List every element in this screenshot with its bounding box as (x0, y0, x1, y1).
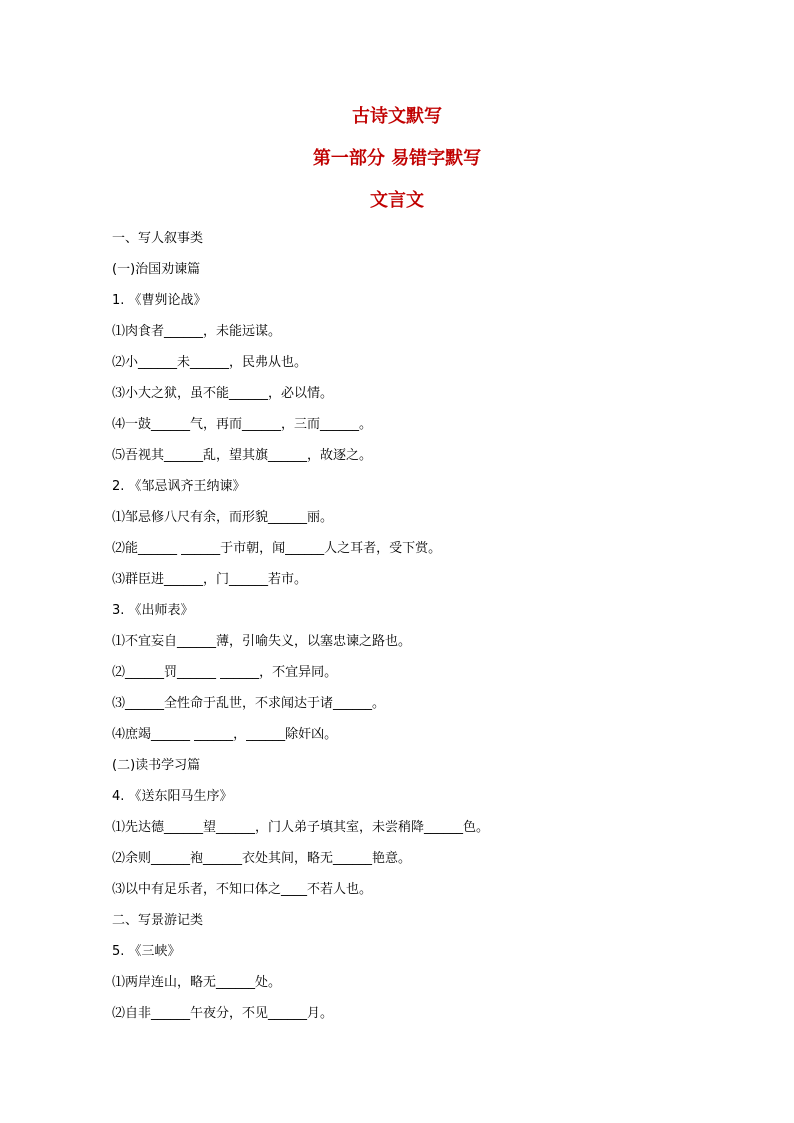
exercise-line: ⑴肉食者______，未能远谋。 (112, 324, 282, 339)
subcategory-heading: (二)读书学习篇 (112, 758, 201, 773)
text-heading: 5. 《三峡》 (112, 944, 181, 959)
text-heading: 1. 《曹刿论战》 (112, 293, 207, 308)
exercise-list (112, 228, 752, 1034)
exercise-line: ⑶小大之狱，虽不能______，必以情。 (112, 386, 334, 401)
category-heading: 一、写人叙事类 (112, 231, 204, 246)
exercise-line: ⑵______罚______ ______，不宜异同。 (112, 665, 338, 680)
exercise-line: ⑶以中有足乐者，不知口体之____不若人也。 (112, 882, 373, 897)
exercise-line: ⑵小______未______，民弗从也。 (112, 355, 308, 370)
text-heading: 4. 《送东阳马生序》 (112, 789, 233, 804)
exercise-line: ⑴两岸连山，略无______处。 (112, 975, 282, 990)
exercise-line: ⑷一鼓______气，再而______，三而______。 (112, 417, 373, 432)
main-title: 古诗文默写 (352, 106, 442, 127)
exercise-line: ⑶______全性命于乱世，不求闻达于诸______。 (112, 696, 386, 711)
section-title: 文言文 (370, 190, 424, 211)
exercise-line: ⑷庶竭______ ______，______除奸凶。 (112, 727, 338, 742)
exercise-line: ⑶群臣进______，门______若市。 (112, 572, 308, 587)
exercise-line: ⑴先达德______望______，门人弟子填其室，未尝稍降______色。 (112, 820, 490, 835)
exercise-line: ⑵自非______午夜分，不见______月。 (112, 1006, 334, 1021)
part-title: 第一部分 易错字默写 (312, 148, 482, 169)
text-heading: 2. 《邹忌讽齐王纳谏》 (112, 479, 246, 494)
text-heading: 3. 《出师表》 (112, 603, 194, 618)
exercise-line: ⑴邹忌修八尺有余，而形貌______丽。 (112, 510, 334, 525)
exercise-line: ⑸吾视其______乱，望其旗______，故逐之。 (112, 448, 373, 463)
subcategory-heading: (一)治国劝谏篇 (112, 262, 201, 277)
exercise-line: ⑵能______ ______于市朝，闻______人之耳者，受下赏。 (112, 541, 442, 556)
category-heading: 二、写景游记类 (112, 913, 204, 928)
exercise-line: ⑴不宜妄自______薄，引喻失义，以塞忠谏之路也。 (112, 634, 412, 649)
exercise-line: ⑵余则______袍______衣处其间，略无______艳意。 (112, 851, 412, 866)
